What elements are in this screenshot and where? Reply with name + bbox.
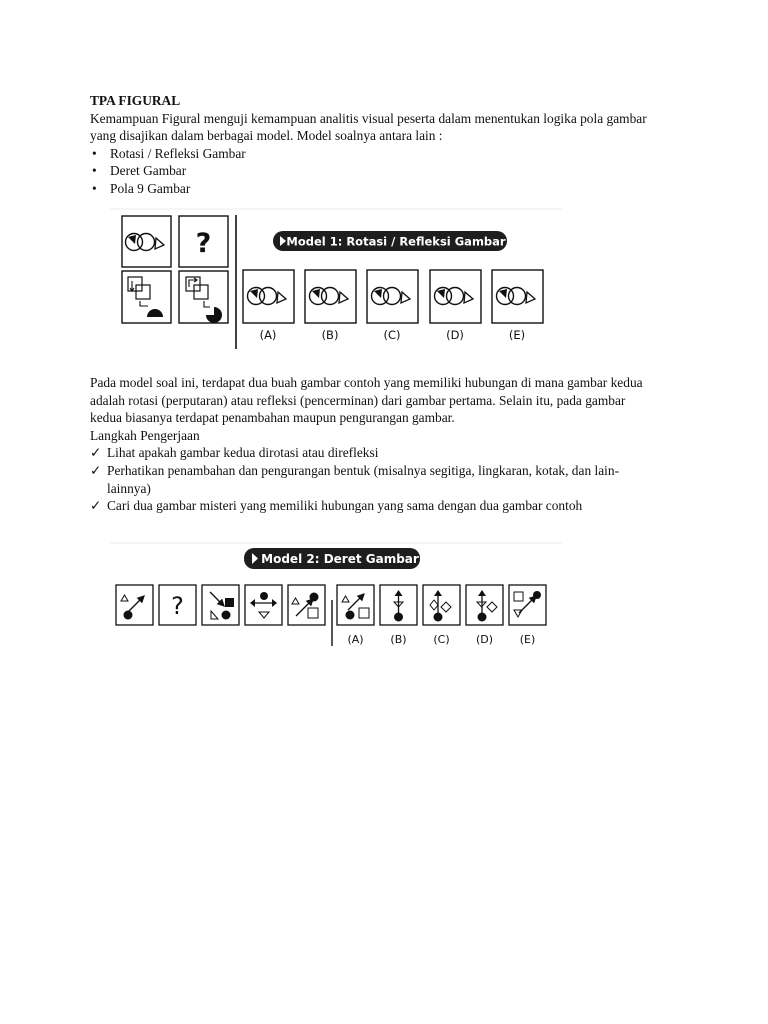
option-label: (D) [446,328,464,342]
steps-list [90,444,690,514]
step-text: Perhatikan penambahan dan pengurangan bentuk (misalnya segitiga, lingkaran, kotak, dan lain- [107,462,620,478]
step-text: Lihat apakah gambar kedua dirotasi atau direfleksi [107,445,379,461]
explanation-line-2: adalah rotasi (perputaran) atau refleksi (pencerminan) dari gambar pertama. Selain itu, pada gambar [90,392,626,408]
model2-figure-image [100,540,570,652]
intro-paragraph-line-1: Kemampuan Figural menguji kemampuan analitis visual peserta dalam menentukan logika pola gambar [90,110,647,126]
model-list-item: • Pola 9 Gambar [90,180,680,198]
option-label: (C) [433,633,450,646]
option-label: (E) [508,328,526,342]
option-label: (D) [475,633,494,646]
option-label: (B) [390,633,407,646]
model1-option-a [243,270,294,342]
check-icon: ✓ [90,498,102,514]
option-label: (A) [259,328,277,342]
model-list-item: • Deret Gambar [90,162,680,180]
model1-option-e [492,270,543,342]
model1-option-b [305,270,356,342]
model2-banner-label: Model 2: Deret Gambar [261,552,419,566]
example-box-bottom-left [122,271,171,323]
question-box-top-right [179,216,228,267]
intro-section [90,92,680,198]
step-item [90,497,690,515]
model1-figure [100,205,570,355]
model2-option-b [380,585,417,646]
document-title: TPA FIGURAL [90,93,181,108]
model2-question-mark: ? [171,592,184,620]
series-box-4 [245,585,282,625]
explanation-line-3: kedua biasanya terdapat penambahan maupun pengurangan gambar. [90,410,455,426]
model2-banner [244,548,420,569]
step-text-continued: lainnya) [107,480,151,496]
step-text: Cari dua gambar misteri yang memiliki hubungan yang sama dengan dua gambar contoh [107,498,583,514]
model1-option-c [367,270,418,342]
example-box-bottom-right [179,271,228,323]
option-label: (B) [321,328,339,342]
check-icon: ✓ [90,462,102,478]
option-label: (E) [519,633,536,646]
example-box-top-left [122,216,171,267]
model1-figure-image [100,205,570,355]
model1-question-mark: ? [195,228,212,259]
model2-option-a [337,585,374,646]
series-box-5 [288,585,325,625]
model1-option-d [430,270,481,342]
model2-figure [100,540,570,652]
option-label: (A) [347,633,364,646]
explanation-line-1: Pada model soal ini, terdapat dua buah gambar contoh yang memiliki hubungan di mana gambar kedua [90,375,643,390]
model2-option-c [423,585,460,646]
model-list-item: • Rotasi / Refleksi Gambar [90,145,680,163]
model1-banner [273,231,507,251]
step-item [90,444,690,462]
check-icon: ✓ [90,445,102,461]
option-label: (C) [383,328,401,342]
intro-paragraph-line-2: yang disajikan dalam berbagai model. Model soalnya antara lain : [90,128,443,144]
model-list [90,145,680,198]
model1-banner-label: Model 1: Rotasi / Refleksi Gambar [286,234,506,249]
series-box-question [159,585,196,625]
step-item [90,462,690,497]
steps-title: Langkah Pengerjaan [90,427,200,443]
series-box-3 [202,585,239,625]
series-box-1 [116,585,153,625]
model2-option-e [509,585,546,646]
explanation-section [90,374,690,515]
model2-option-d [466,585,503,646]
